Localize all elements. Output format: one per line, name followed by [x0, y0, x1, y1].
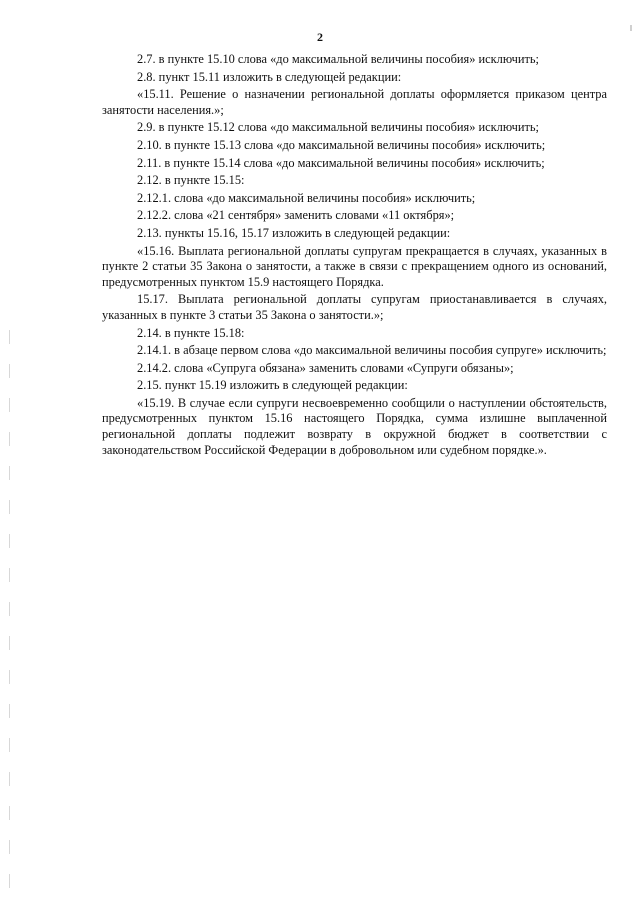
- paragraph-2-12-2: 2.12.2. слова «21 сентября» заменить словами «11 октября»;: [137, 208, 455, 223]
- paragraph-2-9: 2.9. в пункте 15.12 слова «до максимальной величины пособия» исключить;: [137, 120, 539, 135]
- paragraph-2-12-1: 2.12.1. слова «до максимальной величины пособия» исключить;: [137, 190, 476, 205]
- paragraph-15-19-quote: «15.19. В случае если супруги несвоевременно сообщили о наступлении обстоятельств, предусмотренных пунктом 15.16 настоящего Порядка, сумма излишне выплаченной региональной доплаты подлежит возврату в окружной бюджет в соответствии с законодательством Российской Федерации в добровольном или судебном порядке.».: [102, 395, 607, 457]
- paragraph-2-10: 2.10. в пункте 15.13 слова «до максимальной величины пособия» исключить;: [137, 137, 546, 152]
- paragraph-2-14-1: 2.14.1. в абзаце первом слова «до максимальной величины пособия супруге» исключить;: [137, 343, 607, 358]
- paragraph-2-7: 2.7. в пункте 15.10 слова «до максимальной величины пособия» исключить;: [137, 52, 539, 66]
- paragraph-15-11-quote: «15.11. Решение о назначении региональной доплаты оформляется приказом центра занятости населения.»;: [102, 87, 607, 117]
- scan-artifact: [630, 25, 632, 31]
- page-number: 2: [317, 30, 323, 44]
- paragraph-15-17-quote: 15.17. Выплата региональной доплаты супругам приостанавливается в случаях, указанных в пункте 3 статьи 35 Закона о занятости.»;: [102, 292, 607, 322]
- paragraph-2-15: 2.15. пункт 15.19 изложить в следующей редакции:: [137, 378, 408, 393]
- paragraph-2-12: 2.12. в пункте 15.15:: [137, 173, 245, 188]
- paragraph-15-16-quote: «15.16. Выплата региональной доплаты супругам прекращается в случаях, указанных в пункте 2 статьи 35 Закона о занятости, а также в связи с прекращением одного из оснований, предусмотренных пунктом 15.9 настоящего Порядка.: [102, 243, 607, 289]
- document-body: [102, 52, 607, 460]
- paragraph-2-11: 2.11. в пункте 15.14 слова «до максимальной величины пособия» исключить;: [137, 155, 545, 170]
- paragraph-2-13: 2.13. пункты 15.16, 15.17 изложить в следующей редакции:: [137, 225, 451, 240]
- paragraph-2-8: 2.8. пункт 15.11 изложить в следующей редакции:: [137, 69, 402, 84]
- scan-edge-line: [9, 330, 10, 890]
- paragraph-2-14-2: 2.14.2. слова «Супруга обязана» заменить словами «Супруги обязаны»;: [137, 360, 514, 375]
- paragraph-2-14: 2.14. в пункте 15.18:: [137, 325, 245, 340]
